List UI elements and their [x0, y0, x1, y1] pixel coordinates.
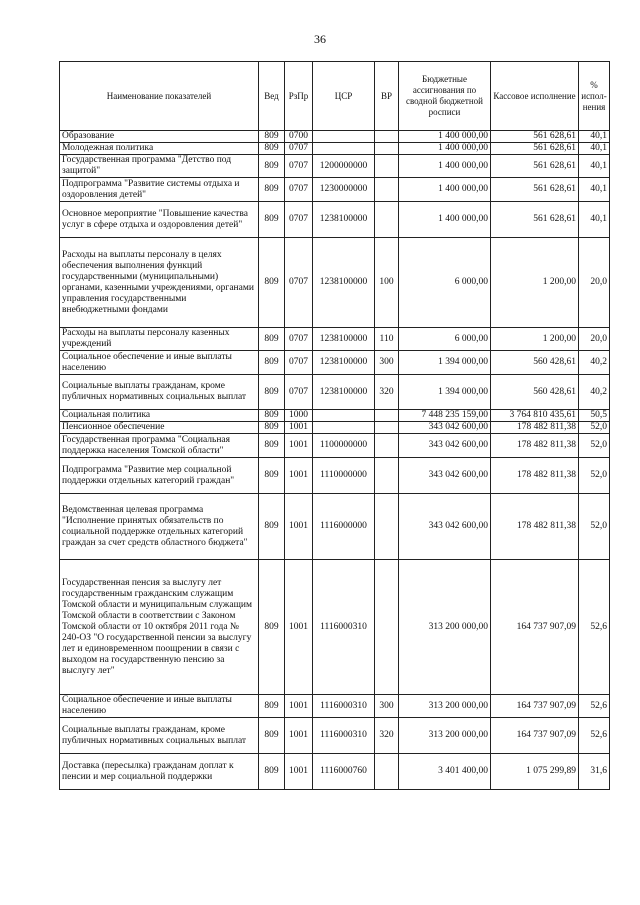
cell-percent: 52,0: [579, 434, 610, 458]
cell-name: Социальное обеспечение и иные выплаты населению: [60, 695, 259, 718]
cell-rzpr: 1000: [285, 410, 313, 422]
cell-ved: 809: [259, 375, 285, 410]
cell-assigned: 343 042 600,00: [399, 494, 491, 560]
cell-csr: 1200000000: [313, 155, 375, 178]
cell-percent: 40,1: [579, 202, 610, 238]
cell-ved: 809: [259, 410, 285, 422]
cell-name: Социальное обеспечение и иные выплаты населению: [60, 351, 259, 375]
cell-rzpr: 0707: [285, 155, 313, 178]
cell-rzpr: 0707: [285, 328, 313, 351]
cell-ved: 809: [259, 434, 285, 458]
cell-executed: 3 764 810 435,61: [491, 410, 579, 422]
cell-rzpr: 1001: [285, 560, 313, 695]
cell-executed: 1 200,00: [491, 328, 579, 351]
cell-csr: 1238100000: [313, 351, 375, 375]
table-row: [60, 695, 610, 718]
cell-csr: 1116000310: [313, 695, 375, 718]
table-row: [60, 178, 610, 202]
cell-ved: 809: [259, 494, 285, 560]
cell-csr: 1238100000: [313, 375, 375, 410]
cell-assigned: 313 200 000,00: [399, 695, 491, 718]
cell-name: Доставка (пересылка) гражданам доплат к пенсии и мер социальной поддержки: [60, 754, 259, 790]
cell-percent: 40,2: [579, 351, 610, 375]
cell-assigned: 1 400 000,00: [399, 155, 491, 178]
cell-executed: 178 482 811,38: [491, 494, 579, 560]
table-row: [60, 754, 610, 790]
cell-csr: 1230000000: [313, 178, 375, 202]
cell-assigned: 1 400 000,00: [399, 143, 491, 155]
cell-assigned: 1 400 000,00: [399, 202, 491, 238]
cell-name: Ведомственная целевая программа "Исполнение принятых обязательств по социальной поддержке отдельных категорий граждан за счет средств областного бюджета": [60, 494, 259, 560]
cell-name: Основное мероприятие "Повышение качества услуг в сфере отдыха и оздоровления детей": [60, 202, 259, 238]
cell-rzpr: 1001: [285, 695, 313, 718]
table-row: [60, 375, 610, 410]
cell-executed: 164 737 907,09: [491, 718, 579, 754]
cell-vr: 300: [375, 695, 399, 718]
cell-ved: 809: [259, 143, 285, 155]
cell-name: Молодежная политика: [60, 143, 259, 155]
cell-csr: [313, 410, 375, 422]
cell-rzpr: 1001: [285, 494, 313, 560]
cell-ved: 809: [259, 155, 285, 178]
cell-percent: 40,2: [579, 375, 610, 410]
cell-name: Социальные выплаты гражданам, кроме публичных нормативных социальных выплат: [60, 718, 259, 754]
cell-executed: 164 737 907,09: [491, 695, 579, 718]
page-number: 36: [314, 32, 326, 46]
table-row: [60, 560, 610, 695]
cell-name: Образование: [60, 131, 259, 143]
cell-executed: 560 428,61: [491, 375, 579, 410]
header-executed: Кассовое исполнение: [491, 62, 579, 131]
cell-executed: 561 628,61: [491, 131, 579, 143]
table-row: [60, 458, 610, 494]
cell-percent: 40,1: [579, 131, 610, 143]
cell-vr: [375, 458, 399, 494]
cell-rzpr: 0707: [285, 351, 313, 375]
cell-assigned: 6 000,00: [399, 238, 491, 328]
cell-vr: [375, 202, 399, 238]
cell-ved: 809: [259, 351, 285, 375]
header-ved: Вед: [259, 62, 285, 131]
header-rzpr: РзПр: [285, 62, 313, 131]
cell-assigned: 1 394 000,00: [399, 351, 491, 375]
cell-executed: 178 482 811,38: [491, 458, 579, 494]
cell-percent: 20,0: [579, 238, 610, 328]
cell-csr: [313, 422, 375, 434]
cell-name: Расходы на выплаты персоналу в целях обеспечения выполнения функций государственными (муниципальными) органами, казенными учреждениями, органами управления государственными внебюджетными фондами: [60, 238, 259, 328]
cell-name: Социальные выплаты гражданам, кроме публичных нормативных социальных выплат: [60, 375, 259, 410]
table-row: [60, 494, 610, 560]
cell-csr: 1238100000: [313, 238, 375, 328]
cell-percent: 52,6: [579, 718, 610, 754]
cell-vr: [375, 131, 399, 143]
cell-vr: 320: [375, 718, 399, 754]
table-row: [60, 143, 610, 155]
cell-executed: 561 628,61: [491, 155, 579, 178]
cell-assigned: 3 401 400,00: [399, 754, 491, 790]
cell-percent: 20,0: [579, 328, 610, 351]
cell-ved: 809: [259, 238, 285, 328]
cell-name: Расходы на выплаты персоналу казенных учреждений: [60, 328, 259, 351]
cell-name: Государственная пенсия за выслугу лет государственным гражданским служащим Томской области и муниципальным служащим Томской области в соответствии с Законом Томской области от 10 октября 2011 года № 240-ОЗ "О государственной пенсии за выслугу лет и единовременном поощрении в связи с выходом на государственную пенсию за выслугу лет": [60, 560, 259, 695]
cell-assigned: 313 200 000,00: [399, 560, 491, 695]
cell-ved: 809: [259, 718, 285, 754]
cell-csr: 1116000760: [313, 754, 375, 790]
table-row: [60, 155, 610, 178]
cell-percent: 52,0: [579, 458, 610, 494]
cell-percent: 52,0: [579, 422, 610, 434]
cell-csr: 1238100000: [313, 202, 375, 238]
cell-rzpr: 1001: [285, 422, 313, 434]
cell-percent: 40,1: [579, 178, 610, 202]
table-row: [60, 351, 610, 375]
cell-csr: 1110000000: [313, 458, 375, 494]
cell-executed: 561 628,61: [491, 143, 579, 155]
cell-vr: [375, 178, 399, 202]
cell-executed: 561 628,61: [491, 178, 579, 202]
cell-vr: [375, 434, 399, 458]
cell-name: Подпрограмма "Развитие мер социальной поддержки отдельных категорий граждан": [60, 458, 259, 494]
cell-assigned: 6 000,00: [399, 328, 491, 351]
cell-name: Социальная политика: [60, 410, 259, 422]
cell-vr: [375, 143, 399, 155]
cell-executed: 1 075 299,89: [491, 754, 579, 790]
table-header-row: [60, 62, 610, 131]
header-csr: ЦСР: [313, 62, 375, 131]
cell-rzpr: 1001: [285, 434, 313, 458]
cell-rzpr: 0707: [285, 178, 313, 202]
cell-csr: 1116000310: [313, 560, 375, 695]
cell-name: Подпрограмма "Развитие системы отдыха и оздоровления детей": [60, 178, 259, 202]
cell-percent: 40,1: [579, 143, 610, 155]
cell-ved: 809: [259, 560, 285, 695]
cell-vr: 110: [375, 328, 399, 351]
cell-rzpr: 0707: [285, 238, 313, 328]
cell-rzpr: 1001: [285, 718, 313, 754]
cell-vr: [375, 422, 399, 434]
cell-executed: 178 482 811,38: [491, 422, 579, 434]
table-row: [60, 410, 610, 422]
cell-ved: 809: [259, 202, 285, 238]
header-assigned: Бюджетные ассигнования по сводной бюджетной росписи: [399, 62, 491, 131]
cell-percent: 52,6: [579, 560, 610, 695]
cell-assigned: 1 400 000,00: [399, 131, 491, 143]
cell-rzpr: 0707: [285, 143, 313, 155]
cell-rzpr: 0707: [285, 375, 313, 410]
cell-ved: 809: [259, 458, 285, 494]
cell-percent: 31,6: [579, 754, 610, 790]
cell-name: Государственная программа "Социальная поддержка населения Томской области": [60, 434, 259, 458]
cell-name: Пенсионное обеспечение: [60, 422, 259, 434]
cell-assigned: 343 042 600,00: [399, 458, 491, 494]
cell-ved: 809: [259, 422, 285, 434]
table-row: [60, 202, 610, 238]
cell-ved: 809: [259, 695, 285, 718]
cell-assigned: 313 200 000,00: [399, 718, 491, 754]
cell-vr: 100: [375, 238, 399, 328]
cell-percent: 50,5: [579, 410, 610, 422]
header-vr: ВР: [375, 62, 399, 131]
table-row: [60, 131, 610, 143]
cell-csr: 1100000000: [313, 434, 375, 458]
header-percent: % испол-нения: [579, 62, 610, 131]
table-row: [60, 422, 610, 434]
table-row: [60, 718, 610, 754]
cell-vr: [375, 410, 399, 422]
table-row: [60, 434, 610, 458]
cell-executed: 561 628,61: [491, 202, 579, 238]
cell-assigned: 1 400 000,00: [399, 178, 491, 202]
cell-executed: 178 482 811,38: [491, 434, 579, 458]
cell-vr: [375, 494, 399, 560]
cell-vr: 320: [375, 375, 399, 410]
table-row: [60, 238, 610, 328]
cell-rzpr: 1001: [285, 754, 313, 790]
table-row: [60, 328, 610, 351]
cell-rzpr: 0700: [285, 131, 313, 143]
cell-csr: 1116000310: [313, 718, 375, 754]
cell-csr: 1238100000: [313, 328, 375, 351]
cell-percent: 52,0: [579, 494, 610, 560]
cell-executed: 1 200,00: [491, 238, 579, 328]
cell-assigned: 343 042 600,00: [399, 422, 491, 434]
cell-rzpr: 0707: [285, 202, 313, 238]
cell-percent: 40,1: [579, 155, 610, 178]
cell-csr: 1116000000: [313, 494, 375, 560]
cell-assigned: 343 042 600,00: [399, 434, 491, 458]
cell-vr: [375, 155, 399, 178]
cell-vr: 300: [375, 351, 399, 375]
cell-csr: [313, 143, 375, 155]
cell-csr: [313, 131, 375, 143]
cell-vr: [375, 560, 399, 695]
cell-executed: 560 428,61: [491, 351, 579, 375]
cell-assigned: 7 448 235 159,00: [399, 410, 491, 422]
cell-percent: 52,6: [579, 695, 610, 718]
cell-ved: 809: [259, 178, 285, 202]
cell-assigned: 1 394 000,00: [399, 375, 491, 410]
cell-ved: 809: [259, 754, 285, 790]
cell-executed: 164 737 907,09: [491, 560, 579, 695]
cell-ved: 809: [259, 131, 285, 143]
cell-rzpr: 1001: [285, 458, 313, 494]
budget-table: [59, 61, 610, 790]
cell-vr: [375, 754, 399, 790]
table-body: [60, 131, 610, 790]
cell-ved: 809: [259, 328, 285, 351]
cell-name: Государственная программа "Детство под защитой": [60, 155, 259, 178]
header-name: Наименование показателей: [60, 62, 259, 131]
